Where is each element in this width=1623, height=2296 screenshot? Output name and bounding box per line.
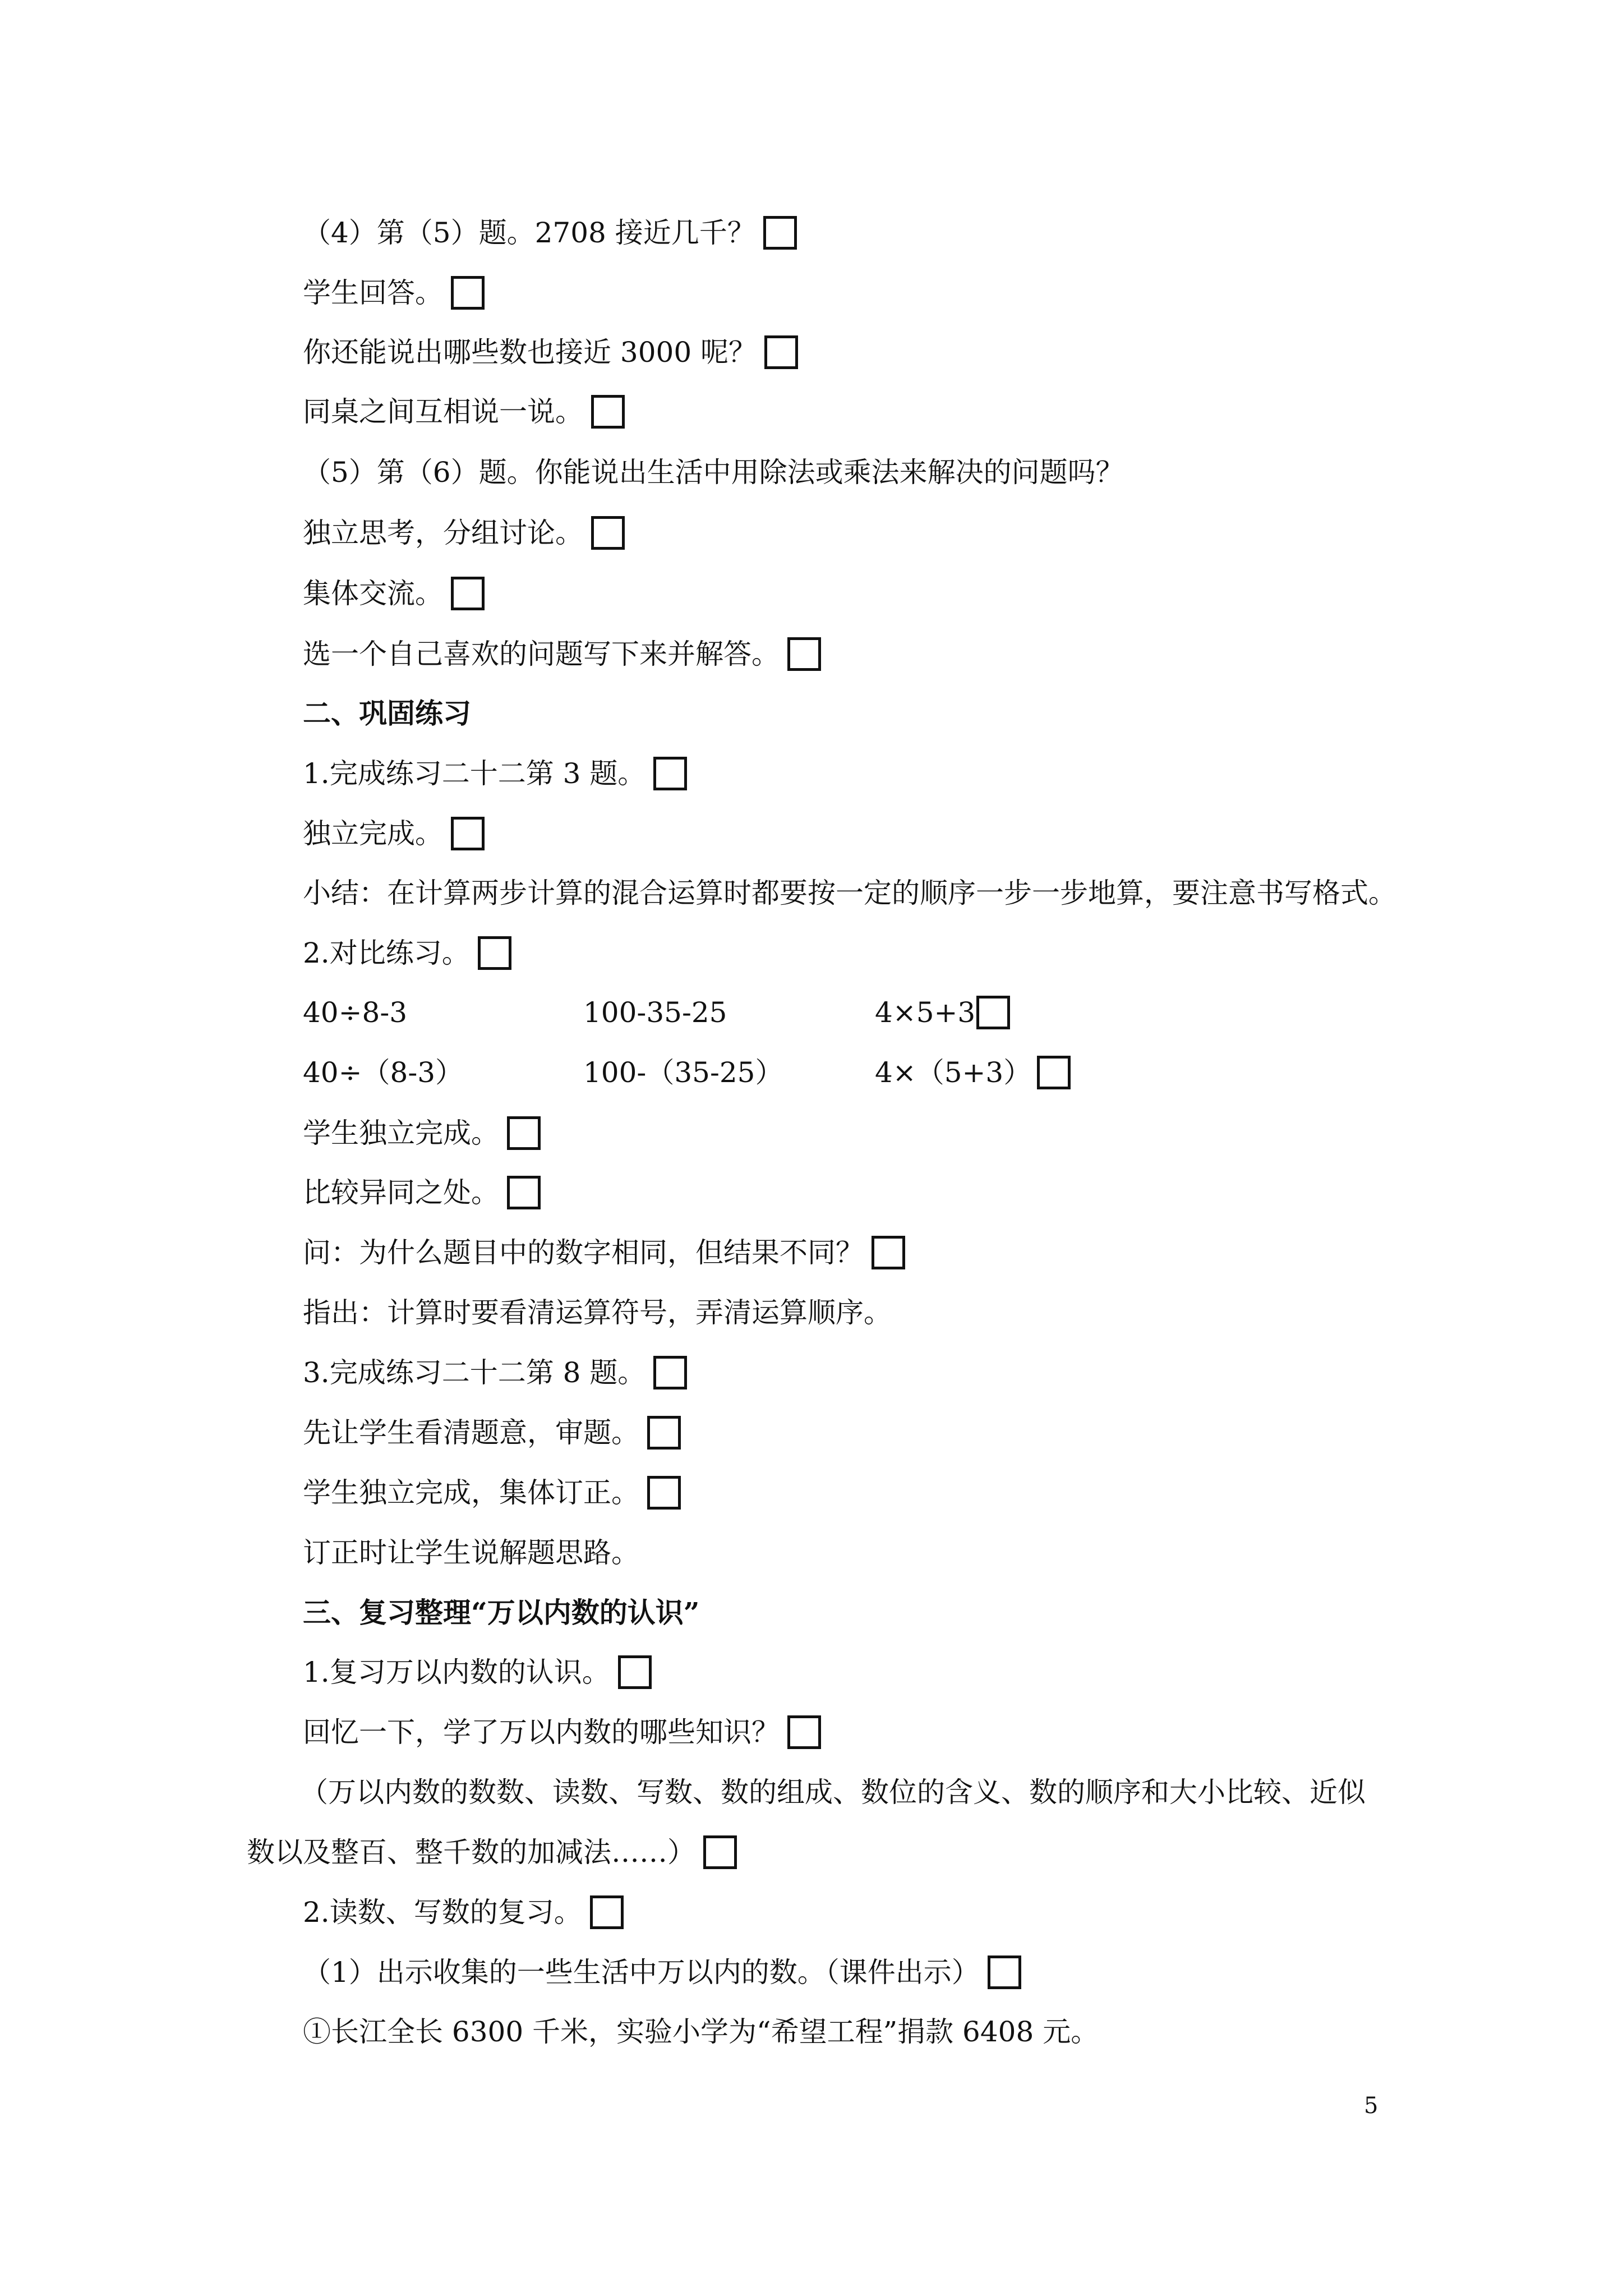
heading-text: 二、巩固练习 bbox=[303, 697, 471, 730]
heading-text: 三、复习整理“万以内数的认识” bbox=[303, 1596, 700, 1629]
text-line bbox=[303, 1535, 639, 1571]
checkbox-square bbox=[703, 1835, 737, 1869]
line-text: 集体交流。 bbox=[303, 577, 443, 610]
text-line bbox=[303, 2014, 1099, 2050]
text-line bbox=[303, 1415, 681, 1451]
text-line bbox=[303, 515, 625, 551]
text-line bbox=[303, 875, 1396, 911]
checkbox-square bbox=[591, 516, 625, 550]
checkbox-square bbox=[988, 1955, 1021, 1989]
line-text: （4）第（5）题。2708 接近几千？ bbox=[303, 217, 755, 249]
checkbox-square bbox=[976, 996, 1010, 1029]
checkbox-square bbox=[591, 395, 625, 429]
line-text: ①长江全长 6300 千米，实验小学为“希望工程”捐款 6408 元。 bbox=[303, 2016, 1099, 2048]
checkbox-square bbox=[647, 1476, 681, 1510]
text-line bbox=[303, 334, 798, 370]
checkbox-square bbox=[787, 1715, 821, 1749]
checkbox-square bbox=[451, 276, 485, 310]
text-line bbox=[303, 454, 1124, 490]
expression: 40÷8-3 bbox=[303, 996, 408, 1029]
text-line bbox=[303, 1355, 687, 1391]
line-text: 2.读数、写数的复习。 bbox=[303, 1896, 582, 1929]
checkbox-square bbox=[1037, 1056, 1071, 1089]
text-line bbox=[303, 1654, 652, 1690]
line-text: 问：为什么题目中的数字相同，但结果不同？ bbox=[303, 1236, 864, 1269]
section-heading bbox=[303, 696, 471, 731]
checkbox-square bbox=[451, 817, 485, 850]
checkbox-square bbox=[507, 1116, 541, 1150]
checkbox-square bbox=[653, 1356, 687, 1389]
line-text: 1.完成练习二十二第 3 题。 bbox=[303, 757, 646, 790]
checkbox-square bbox=[618, 1655, 652, 1689]
text-line bbox=[303, 1295, 892, 1331]
text-line bbox=[303, 1235, 905, 1271]
text-line bbox=[303, 756, 687, 792]
text-line bbox=[247, 1834, 737, 1870]
line-text: 指出：计算时要看清运算符号，弄清运算顺序。 bbox=[303, 1296, 892, 1329]
text-line bbox=[303, 636, 821, 672]
line-text: 学生独立完成。 bbox=[303, 1117, 499, 1149]
expression: 4×5+3 bbox=[875, 996, 976, 1029]
line-text: 订正时让学生说解题思路。 bbox=[303, 1536, 639, 1569]
text-line bbox=[303, 1175, 541, 1211]
expression-row bbox=[303, 1055, 1071, 1091]
checkbox-square bbox=[763, 216, 797, 250]
text-line bbox=[303, 576, 485, 611]
page-number: 5 bbox=[1364, 2093, 1378, 2119]
checkbox-square bbox=[764, 335, 798, 369]
expression: 100-35-25 bbox=[583, 996, 727, 1029]
text-line bbox=[303, 275, 485, 311]
checkbox-square bbox=[451, 577, 485, 610]
text-line bbox=[303, 935, 511, 971]
line-text: （万以内数的数数、读数、写数、数的组成、数位的含义、数的顺序和大小比较、近似 bbox=[300, 1776, 1366, 1809]
line-text: 数以及整百、整千数的加减法……） bbox=[247, 1836, 695, 1869]
line-text: 独立思考，分组讨论。 bbox=[303, 517, 583, 549]
line-text: 选一个自己喜欢的问题写下来并解答。 bbox=[303, 638, 780, 670]
checkbox-square bbox=[647, 1416, 681, 1450]
text-line bbox=[300, 1774, 1366, 1810]
checkbox-square bbox=[653, 757, 687, 790]
line-text: 你还能说出哪些数也接近 3000 呢？ bbox=[303, 336, 757, 369]
text-line bbox=[303, 1475, 681, 1511]
expression: 40÷（8-3） bbox=[303, 1056, 464, 1089]
text-line bbox=[303, 1714, 821, 1750]
checkbox-square bbox=[787, 637, 821, 671]
line-text: 小结：在计算两步计算的混合运算时都要按一定的顺序一步一步地算，要注意书写格式。 bbox=[303, 877, 1396, 909]
checkbox-square bbox=[590, 1895, 624, 1929]
expression: 4×（5+3） bbox=[875, 1056, 1032, 1089]
line-text: （1）出示收集的一些生活中万以内的数。（课件出示） bbox=[303, 1956, 980, 1989]
line-text: （5）第（6）题。你能说出生活中用除法或乘法来解决的问题吗？ bbox=[303, 456, 1124, 489]
line-text: 2.对比练习。 bbox=[303, 937, 470, 969]
line-text: 独立完成。 bbox=[303, 817, 443, 850]
text-line bbox=[303, 1954, 1021, 1990]
line-text: 回忆一下，学了万以内数的哪些知识？ bbox=[303, 1716, 780, 1749]
text-line bbox=[303, 394, 625, 430]
expression-row bbox=[303, 995, 1010, 1030]
line-text: 学生回答。 bbox=[303, 277, 443, 309]
text-line bbox=[303, 215, 797, 251]
line-text: 3.完成练习二十二第 8 题。 bbox=[303, 1356, 646, 1389]
line-text: 同桌之间互相说一说。 bbox=[303, 395, 583, 428]
line-text: 比较异同之处。 bbox=[303, 1176, 499, 1209]
text-line bbox=[303, 1894, 624, 1930]
line-text: 学生独立完成，集体订正。 bbox=[303, 1476, 639, 1509]
checkbox-square bbox=[872, 1236, 905, 1269]
section-heading bbox=[303, 1595, 700, 1631]
checkbox-square bbox=[507, 1176, 541, 1209]
text-line bbox=[303, 816, 485, 852]
text-line bbox=[303, 1115, 541, 1151]
checkbox-square bbox=[478, 936, 511, 970]
line-text: 先让学生看清题意，审题。 bbox=[303, 1416, 639, 1449]
line-text: 1.复习万以内数的认识。 bbox=[303, 1656, 610, 1688]
expression: 100-（35-25） bbox=[583, 1056, 783, 1089]
